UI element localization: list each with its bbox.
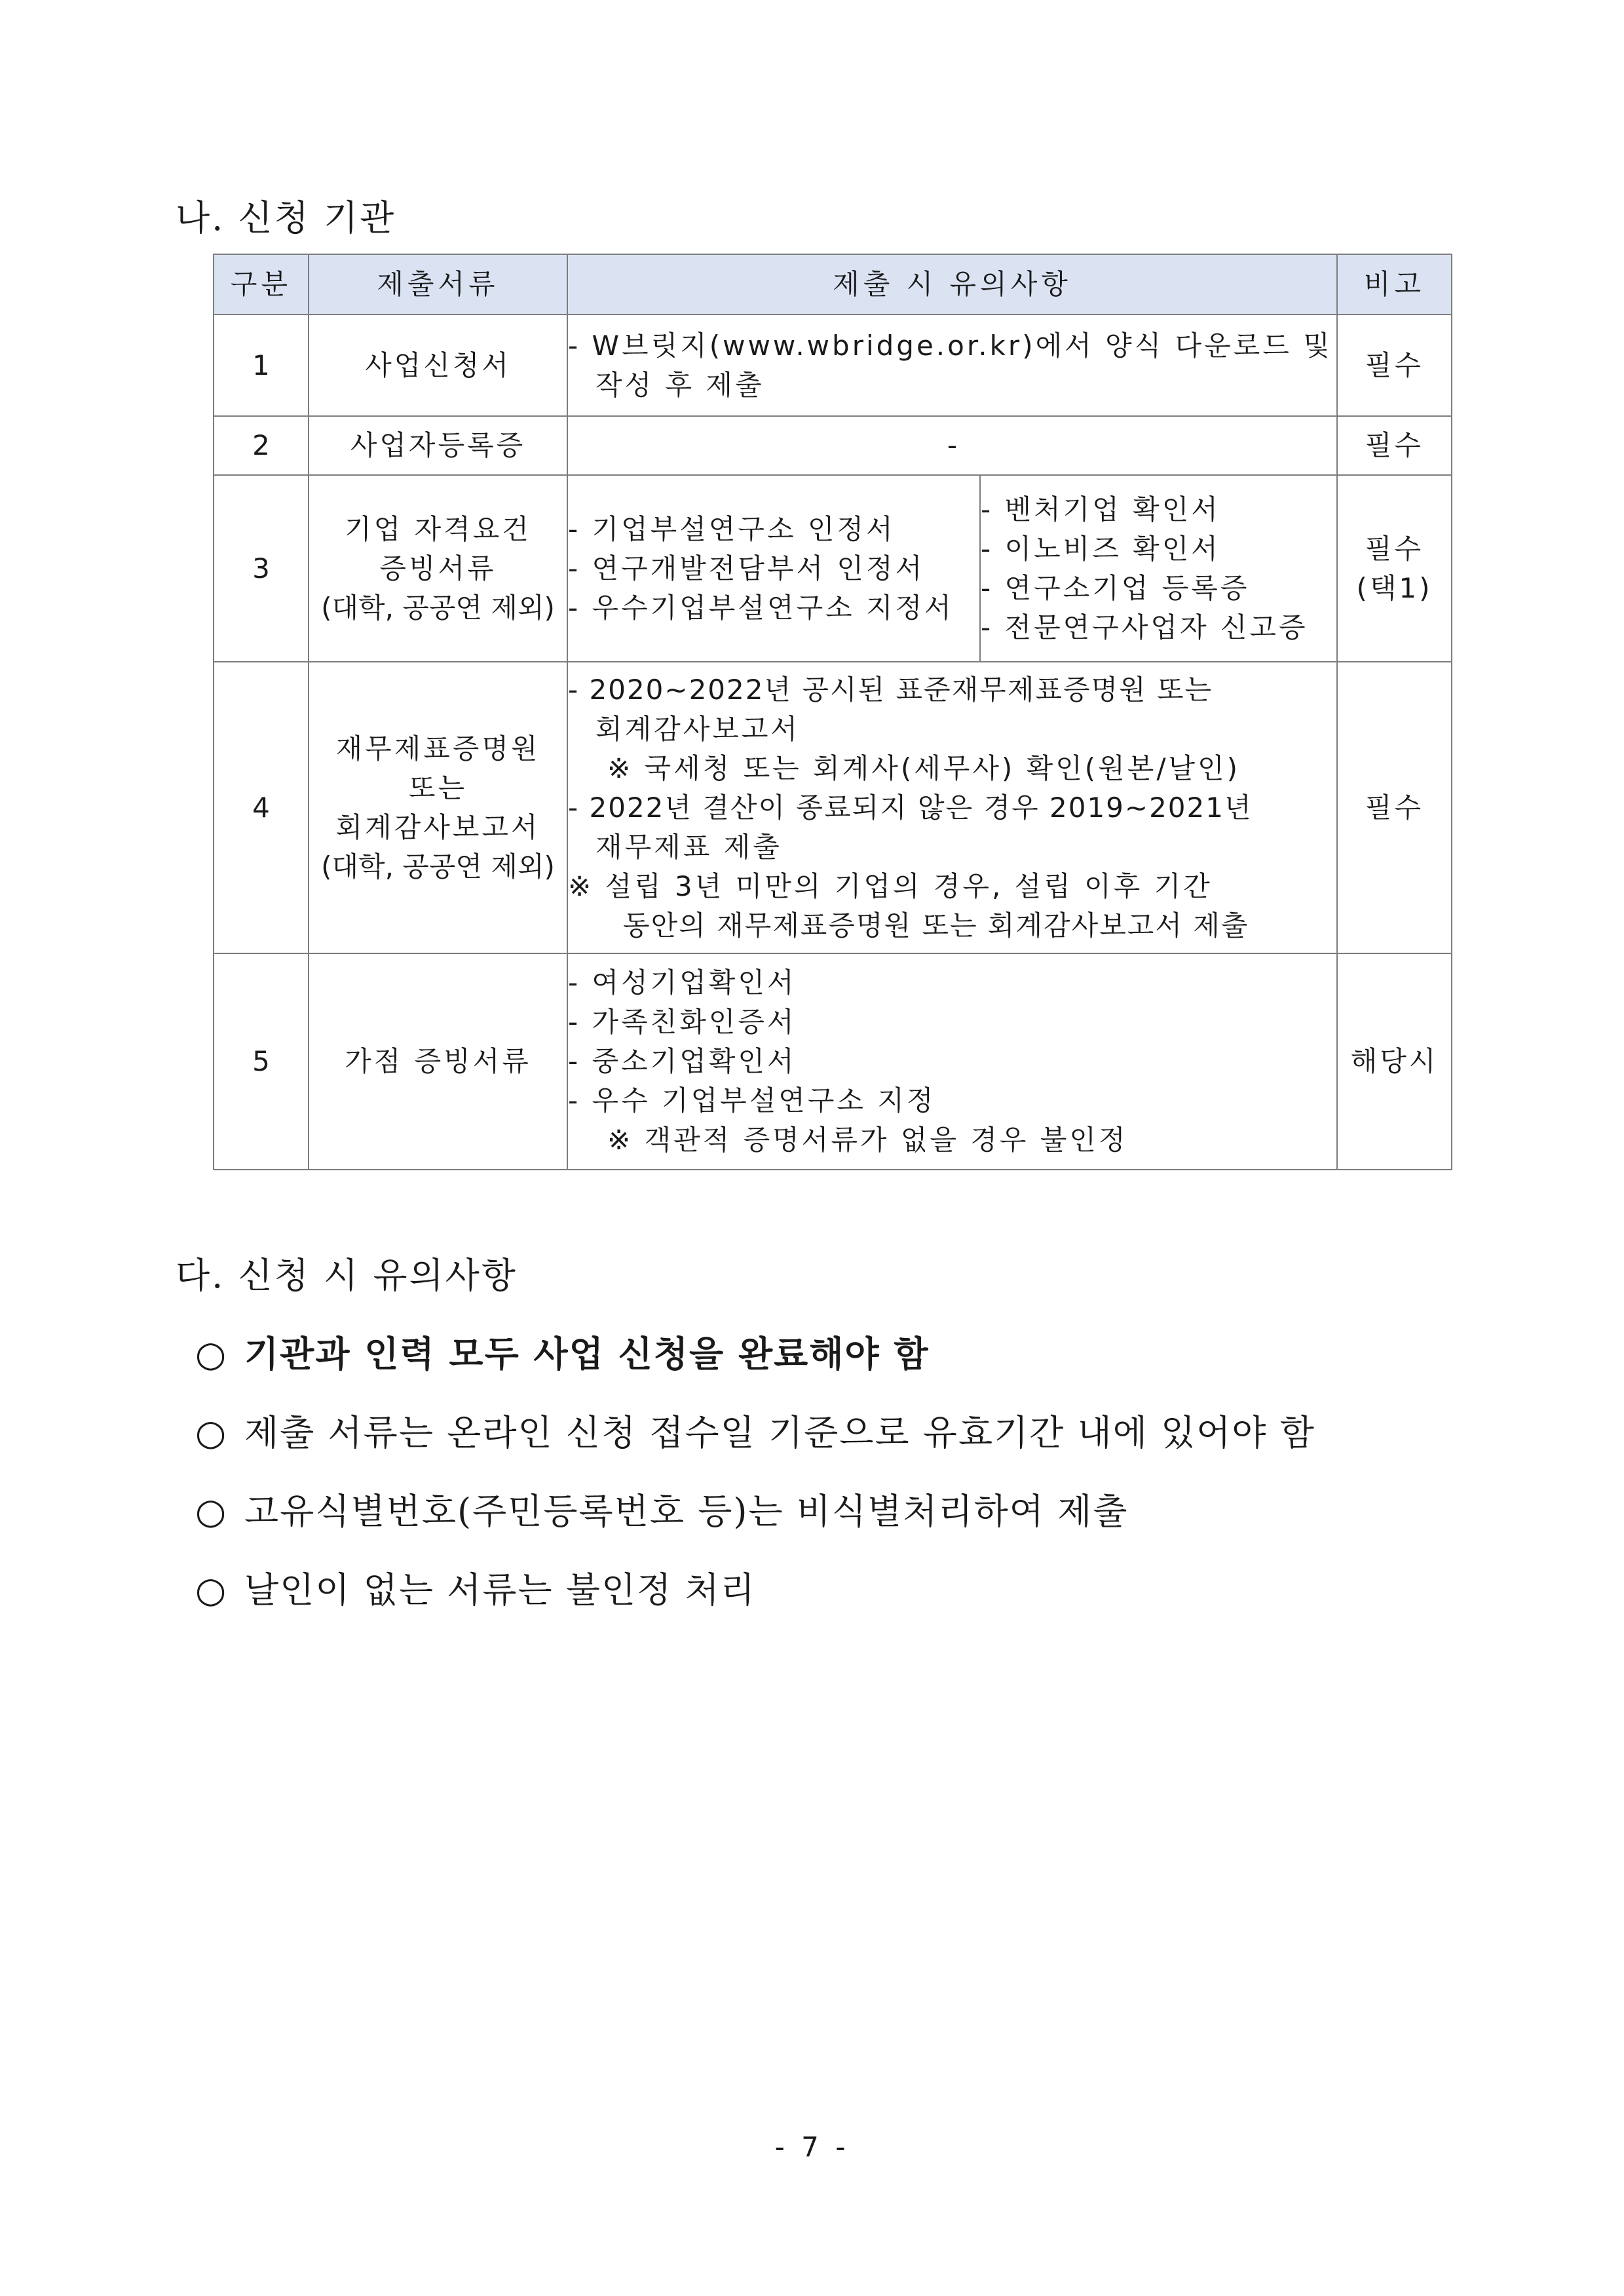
table-header-row — [214, 254, 1452, 315]
remark: 필수 (택1) — [1337, 475, 1452, 662]
document-name: 기업 자격요건 증빙서류 (대학, 공공연 제외) — [309, 475, 567, 662]
note-text: 제출 서류는 온라인 신청 접수일 기준으로 유효기간 내에 있어야 함 — [244, 1412, 1315, 1453]
document-name: 사업자등록증 — [309, 416, 567, 475]
row-number: 3 — [214, 475, 309, 662]
document-name: 재무제표증명원 또는 회계감사보고서 (대학, 공공연 제외) — [309, 662, 567, 953]
section-title-application-notes: 다. 신청 시 유의사항 — [176, 1255, 518, 1296]
header-remarks: 비고 — [1337, 254, 1452, 315]
circle-bullet-icon: ○ — [195, 1491, 228, 1532]
note-bullet — [195, 1333, 930, 1375]
circle-bullet-icon: ○ — [195, 1412, 228, 1453]
note-bullet — [195, 1412, 1315, 1453]
section-title-applying-organization: 나. 신청 기관 — [176, 197, 396, 239]
remark: 필수 — [1337, 315, 1452, 416]
note-bullet — [195, 1491, 1129, 1532]
note-bullet — [195, 1569, 756, 1611]
header-documents: 제출서류 — [309, 254, 567, 315]
table-row — [214, 475, 1452, 662]
table-row — [214, 315, 1452, 416]
note-text: 날인이 없는 서류는 불인정 처리 — [244, 1569, 756, 1611]
submission-notes: - — [567, 416, 1337, 475]
row-number: 2 — [214, 416, 309, 475]
note-text: 고유식별번호(주민등록번호 등)는 비식별처리하여 제출 — [244, 1491, 1129, 1532]
row-number: 5 — [214, 953, 309, 1170]
header-category: 구분 — [214, 254, 309, 315]
submission-notes-left: - 기업부설연구소 인정서 - 연구개발전담부서 인정서 - 우수기업부설연구소 지정서 — [567, 475, 980, 662]
remark: 필수 — [1337, 662, 1452, 953]
submission-notes: - W브릿지(www.wbridge.or.kr)에서 양식 다운로드 및 작성 후 제출 — [567, 315, 1337, 416]
row-number: 4 — [214, 662, 309, 953]
circle-bullet-icon: ○ — [195, 1569, 228, 1611]
header-notes: 제출 시 유의사항 — [567, 254, 1337, 315]
submission-notes-right: - 벤처기업 확인서 - 이노비즈 확인서 - 연구소기업 등록증 - 전문연구사업자 신고증 — [980, 475, 1337, 662]
remark: 해당시 — [1337, 953, 1452, 1170]
table-row — [214, 416, 1452, 475]
submission-notes: - 2020~2022년 공시된 표준재무제표증명원 또는 회계감사보고서 ※ 국세청 또는 회계사(세무사) 확인(원본/날인) - 2022년 결산이 종료되지 않은 경우 2019~2021년 재무제표 제출 ※ 설립 3년 미만의 기업의 경우, 설립 이후 기간 동안의 재무제표증명원 또는 회계감사보고서 제출 — [567, 662, 1337, 953]
submission-notes: - 여성기업확인서 - 가족친화인증서 - 중소기업확인서 - 우수 기업부설연구소 지정 ※ 객관적 증명서류가 없을 경우 불인정 — [567, 953, 1337, 1170]
table-row — [214, 662, 1452, 953]
table-row — [214, 953, 1452, 1170]
page-number: - 7 - — [774, 2131, 850, 2163]
circle-bullet-icon: ○ — [195, 1333, 228, 1375]
note-text: 기관과 인력 모두 사업 신청을 완료해야 함 — [244, 1333, 930, 1375]
submission-documents-table — [213, 254, 1452, 1170]
document-name: 가점 증빙서류 — [309, 953, 567, 1170]
row-number: 1 — [214, 315, 309, 416]
document-name: 사업신청서 — [309, 315, 567, 416]
remark: 필수 — [1337, 416, 1452, 475]
